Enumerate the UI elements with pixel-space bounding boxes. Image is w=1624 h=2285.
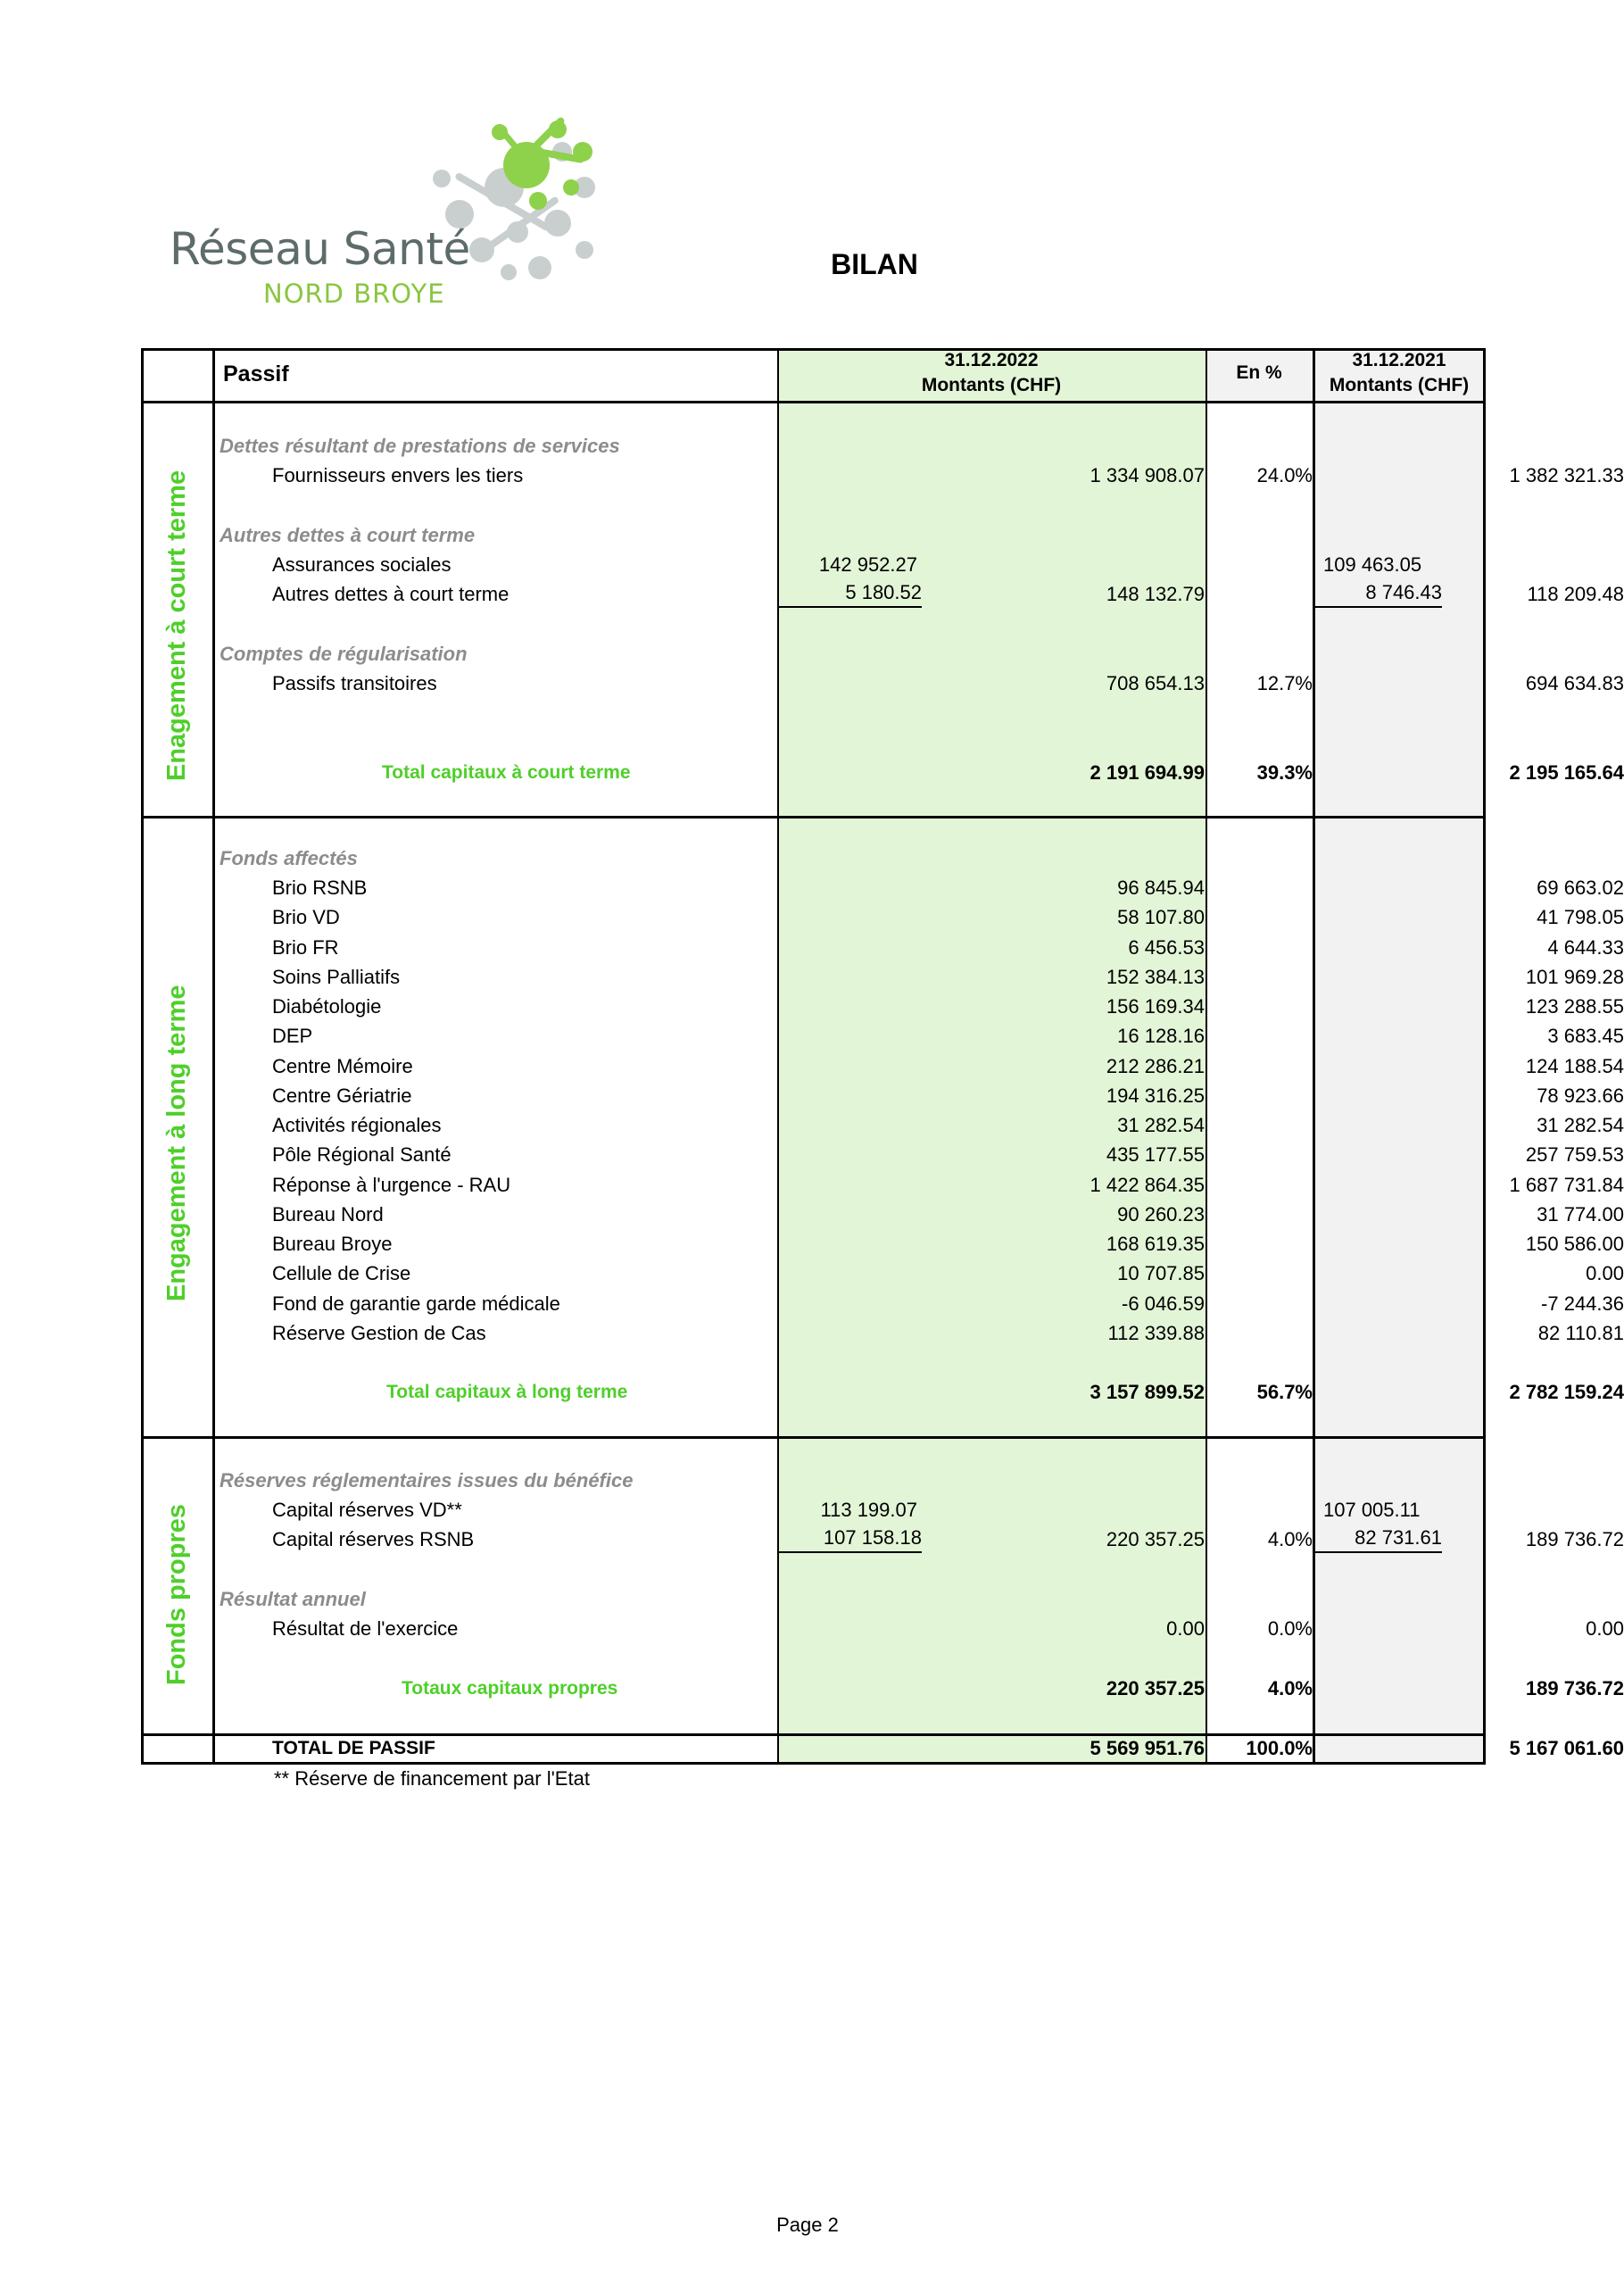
table-row [141, 962, 1624, 992]
table-row [141, 1140, 1624, 1169]
value-2022: 708 654.13 [1106, 672, 1205, 694]
row-label: Capital réserves VD** [272, 1499, 462, 1521]
section-title-row [141, 843, 1486, 873]
page-number: Page 2 [776, 2214, 839, 2236]
row-label: Brio FR [272, 935, 339, 959]
row-label: Brio RSNB [272, 877, 368, 899]
value-2021: 82 110.81 [1537, 1321, 1624, 1344]
group-label-long-terme: Engagement à long terme [162, 985, 191, 1301]
value-2021: 0.00 [1586, 1262, 1624, 1285]
header-passif: Passif [223, 361, 289, 386]
value-2021: 257 759.53 [1525, 1143, 1624, 1167]
value-percent: 4.0% [1267, 1528, 1313, 1550]
row-label: Centre Mémoire [272, 1054, 413, 1077]
header-2022-unit: Montants (CHF) [921, 375, 1062, 395]
header-percent: En % [1236, 362, 1282, 383]
total-2021: 2 195 165.64 [1509, 761, 1624, 784]
value-2022: 435 177.55 [1106, 1143, 1205, 1167]
value-2022: 31 282.54 [1117, 1114, 1205, 1136]
section-title: Fonds affectés [220, 847, 358, 869]
total-label: Total capitaux à long terme [386, 1382, 628, 1402]
subvalue-2021: 82 731.61 [1314, 1525, 1442, 1553]
table-row [141, 1525, 1624, 1554]
row-label: Bureau Broye [272, 1233, 393, 1255]
value-2022: 1 334 908.07 [1090, 464, 1205, 486]
row-label: Fournisseurs envers les tiers [272, 464, 524, 486]
total-2022: 2 191 694.99 [1090, 761, 1205, 784]
value-2022: 10 707.85 [1117, 1262, 1205, 1285]
subvalue-2021: 109 463.05 [1323, 553, 1422, 576]
value-percent: 0.0% [1267, 1617, 1313, 1640]
value-2022: 112 339.88 [1107, 1321, 1205, 1344]
section-title: Autres dettes à court terme [220, 524, 476, 546]
row-label: Cellule de Crise [272, 1262, 411, 1285]
section-title-row [141, 431, 1486, 461]
value-2021: 0.00 [1586, 1617, 1624, 1640]
table-row [141, 550, 1486, 579]
section-title: Réserves réglementaires issues du bénéfice [220, 1469, 634, 1491]
table-row [141, 933, 1624, 962]
row-label: Assurances sociales [272, 553, 452, 576]
value-2022: 0.00 [1166, 1617, 1205, 1640]
total-row [141, 1377, 1624, 1407]
row-label: Réponse à l'urgence - RAU [272, 1173, 511, 1196]
value-2021: 694 634.83 [1525, 672, 1624, 694]
section-title-row [141, 639, 1486, 669]
value-2021: 69 663.02 [1537, 877, 1624, 899]
table-row [141, 1259, 1624, 1288]
row-label: Fond de garantie garde médicale [272, 1292, 560, 1315]
table-row [141, 1170, 1624, 1200]
value-2021: 150 586.00 [1525, 1233, 1624, 1255]
value-percent: 12.7% [1256, 672, 1313, 694]
group-label-court-terme: Enagement à court terme [162, 469, 191, 781]
row-label: Capital réserves RSNB [272, 1528, 475, 1550]
table-row [141, 992, 1624, 1021]
value-2021: 31 282.54 [1537, 1114, 1624, 1136]
value-2022: 168 619.35 [1106, 1233, 1205, 1255]
section-title-row [141, 1466, 1486, 1495]
balance-sheet-table [141, 348, 1624, 1765]
table-row [141, 1229, 1624, 1259]
header-2021-unit: Montants (CHF) [1329, 375, 1470, 395]
row-label: Bureau Nord [272, 1202, 384, 1226]
row-label: DEP [272, 1025, 313, 1048]
value-2022: 90 260.23 [1117, 1202, 1205, 1226]
table-row [141, 902, 1624, 932]
total-row [141, 1674, 1624, 1703]
row-label: Soins Palliatifs [272, 965, 401, 988]
section-title: Résultat annuel [220, 1588, 366, 1610]
table-row [141, 1289, 1624, 1318]
section-title: Comptes de régularisation [220, 643, 468, 665]
table-row [141, 1200, 1624, 1229]
value-2022: 16 128.16 [1117, 1025, 1205, 1048]
value-2022: 58 107.80 [1117, 906, 1205, 929]
table-row [141, 873, 1624, 902]
section-title-row [141, 1584, 1486, 1614]
row-label: Brio VD [272, 906, 340, 929]
row-label: Passifs transitoires [272, 672, 437, 694]
section-title-row [141, 520, 1486, 550]
subvalue-2022: 5 180.52 [779, 579, 922, 608]
value-2021: 41 798.05 [1537, 906, 1624, 929]
logo-subname: NORD BROYE [263, 278, 445, 309]
value-2021: 101 969.28 [1525, 965, 1624, 988]
value-2021: 1 382 321.33 [1509, 464, 1624, 486]
value-2022: 148 132.79 [1106, 583, 1205, 605]
total-2022: 220 357.25 [1106, 1677, 1205, 1699]
total-2021: 189 736.72 [1525, 1677, 1624, 1699]
value-2021: 78 923.66 [1537, 1084, 1624, 1107]
subvalue-2022: 142 952.27 [818, 553, 917, 576]
value-2021: 1 687 731.84 [1509, 1173, 1624, 1196]
row-label: Centre Gériatrie [272, 1084, 412, 1107]
table-row [141, 1051, 1624, 1081]
table-row [141, 1081, 1624, 1110]
total-2022: 3 157 899.52 [1090, 1381, 1205, 1403]
row-label: Diabétologie [272, 995, 382, 1018]
row-label: Pôle Régional Santé [272, 1143, 452, 1167]
group-label-fonds-propres: Fonds propres [162, 1503, 191, 1685]
grand-total-row [141, 1734, 1624, 1762]
row-label: Résultat de l'exercice [272, 1617, 459, 1640]
subvalue-2022: 107 158.18 [779, 1525, 922, 1553]
value-2022: 212 286.21 [1106, 1054, 1205, 1077]
total-row [141, 758, 1624, 787]
value-2021: -7 244.36 [1541, 1292, 1624, 1315]
header-2022-date: 31.12.2022 [944, 350, 1039, 370]
value-2021: 123 288.55 [1525, 995, 1624, 1018]
table-row [141, 579, 1624, 609]
total-percent: 4.0% [1267, 1677, 1313, 1699]
total-2021: 2 782 159.24 [1509, 1381, 1624, 1403]
table-row [141, 461, 1624, 490]
value-2022: 1 422 864.35 [1090, 1173, 1205, 1196]
row-label: Réserve Gestion de Cas [272, 1321, 486, 1344]
header-2021-date: 31.12.2021 [1352, 350, 1446, 370]
value-2022: 156 169.34 [1106, 995, 1205, 1018]
grand-total-2021: 5 167 061.60 [1509, 1737, 1624, 1759]
table-row [141, 1318, 1624, 1348]
table-row [141, 1495, 1486, 1525]
value-2022: 220 357.25 [1106, 1528, 1205, 1550]
value-2021: 118 209.48 [1527, 583, 1624, 605]
value-2022: 6 456.53 [1128, 935, 1205, 959]
row-label: Autres dettes à court terme [272, 583, 510, 605]
footnote: ** Réserve de financement par l'Etat [274, 1767, 590, 1790]
value-2021: 3 683.45 [1547, 1025, 1624, 1048]
grand-total-percent: 100.0% [1246, 1737, 1313, 1759]
value-2022: 194 316.25 [1106, 1084, 1205, 1107]
subvalue-2022: 113 199.07 [820, 1499, 917, 1521]
value-2022: -6 046.59 [1122, 1292, 1205, 1315]
table-row [141, 1021, 1624, 1051]
logo-name: Réseau Santé [170, 223, 470, 275]
total-percent: 56.7% [1256, 1381, 1313, 1403]
value-2021: 124 188.54 [1525, 1054, 1624, 1077]
subvalue-2021: 8 746.43 [1314, 579, 1442, 608]
value-2021: 31 774.00 [1537, 1202, 1624, 1226]
value-2022: 152 384.13 [1106, 965, 1205, 988]
table-row [141, 669, 1624, 698]
value-2021: 189 736.72 [1525, 1528, 1624, 1550]
table-row [141, 1614, 1624, 1643]
grand-total-label: TOTAL DE PASSIF [272, 1738, 435, 1758]
section-title: Dettes résultant de prestations de services [220, 435, 620, 457]
total-label: Totaux capitaux propres [402, 1678, 618, 1699]
total-percent: 39.3% [1256, 761, 1313, 784]
total-label: Total capitaux à court terme [382, 762, 631, 783]
value-percent: 24.0% [1256, 464, 1313, 486]
grand-total-2022: 5 569 951.76 [1090, 1737, 1205, 1759]
value-2021: 4 644.33 [1547, 935, 1624, 959]
value-2022: 96 845.94 [1117, 877, 1205, 899]
subvalue-2021: 107 005.11 [1323, 1499, 1421, 1521]
row-label: Activités régionales [272, 1114, 442, 1136]
page-title: BILAN [831, 248, 918, 280]
table-row [141, 1110, 1624, 1140]
